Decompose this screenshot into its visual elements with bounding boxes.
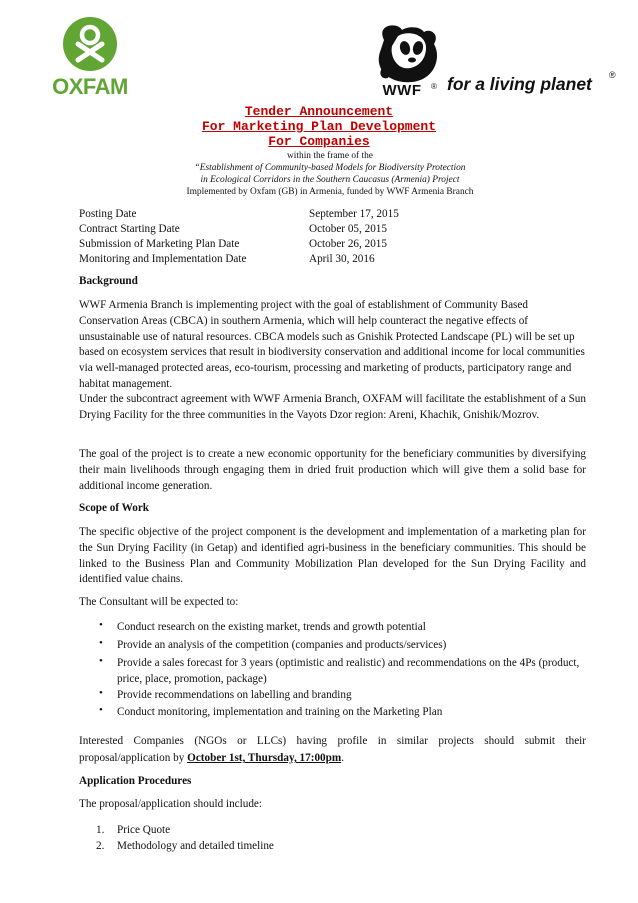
wwf-wordmark: WWF [382, 82, 422, 99]
date-label: Submission of Marketing Plan Date [79, 238, 240, 250]
bullet-icon: • [99, 619, 103, 631]
registered-mark: ® [431, 82, 437, 91]
bullet-icon: • [99, 704, 103, 716]
submission-deadline: October 1st, Thursday, 17:00pm [187, 752, 342, 764]
tagline-registered-mark: ® [609, 70, 616, 80]
background-paragraph-2: Under the subcontract agreement with WWF Armenia Branch, OXFAM will facilitate the establishment of a Sun Drying Facility for the three communities in the Vayots Dzor region: Areni, Khachik, Gnishik/Mozrov. [79, 393, 586, 421]
list-item: Conduct monitoring, implementation and training on the Marketing Plan [117, 706, 443, 718]
panda-icon [368, 18, 444, 84]
list-item: Provide an analysis of the competition (companies and products/services) [117, 639, 447, 651]
date-value: October 26, 2015 [309, 238, 387, 250]
within-frame-text: within the frame of the [287, 151, 373, 161]
background-heading: Background [79, 275, 138, 287]
date-value: October 05, 2015 [309, 223, 387, 235]
bullet-icon: • [99, 655, 103, 667]
submission-period: . [341, 752, 344, 764]
title-line-3: For Companies [268, 134, 370, 149]
wwf-tagline: for a living planet [447, 74, 592, 94]
list-number: 1. [96, 824, 105, 836]
list-item: Provide recommendations on labelling and branding [117, 689, 352, 701]
list-item: Methodology and detailed timeline [117, 840, 274, 852]
background-paragraph-1: WWF Armenia Branch is implementing project with the goal of establishment of Community Based Conservation Areas (CBCA) in southern Armenia, which will help counteract the negative effects of unsustainable use of natural resources. CBCA models such as Gnishik Protected Landscape (PL) will be set up based on ecosystem services that result in biodiversity conservation and additional income for local communities via well-managed protected areas, eco-tourism, processing and marketing of products, participatory range and habitat management. [79, 299, 585, 390]
list-item: Conduct research on the existing market, trends and growth potential [117, 621, 426, 633]
date-label: Monitoring and Implementation Date [79, 253, 247, 265]
scope-heading: Scope of Work [79, 502, 150, 514]
application-intro: The proposal/application should include: [79, 798, 262, 810]
title-line-2: For Marketing Plan Development [201, 119, 437, 134]
date-value: April 30, 2016 [309, 253, 375, 265]
submission-text: Interested Companies (NGOs or LLCs) having profile in similar projects should submit their proposal/application by [79, 735, 586, 764]
project-name-line-2: in Ecological Corridors in the Southern Caucasus (Armenia) Project [200, 175, 460, 185]
oxfam-wordmark: OXFAM [52, 74, 128, 99]
application-heading: Application Procedures [79, 775, 192, 787]
oxfam-logo [52, 14, 128, 100]
bullet-icon: • [99, 637, 103, 649]
list-item: Price Quote [117, 824, 171, 836]
implemented-by-text: Implemented by Oxfam (GB) in Armenia, funded by WWF Armenia Branch [186, 187, 474, 197]
list-number: 2. [96, 840, 105, 852]
date-label: Posting Date [79, 208, 137, 220]
scope-paragraph: The specific objective of the project component is the development and implementation of a marketing plan for the Sun Drying Facility (in Getap) and identified agri-business in the beneficiary communities. This should be linked to the Business Plan and Community Mobilization Plan developed for the Sun Drying Facility and identified value chains. [79, 526, 586, 586]
bullet-icon: • [99, 687, 103, 699]
title-line-1: Tender Announcement [244, 104, 394, 119]
project-name-line-1: “Establishment of Community-based Models for Biodiversity Protection [194, 163, 466, 173]
wwf-logo [368, 18, 444, 102]
submission-paragraph [79, 733, 586, 767]
date-value: September 17, 2015 [309, 208, 399, 220]
date-label: Contract Starting Date [79, 223, 180, 235]
background-paragraph-3: The goal of the project is to create a new economic opportunity for the beneficiary communities by diversifying their main livelihoods through engaging them in dried fruit production which will give them a solid base for additional income generation. [79, 448, 586, 492]
list-item: Provide a sales forecast for 3 years (optimistic and realistic) and recommendations on the 4Ps (product, price, place, promotion, package) [117, 657, 580, 685]
consultant-expected-text: The Consultant will be expected to: [79, 596, 239, 608]
